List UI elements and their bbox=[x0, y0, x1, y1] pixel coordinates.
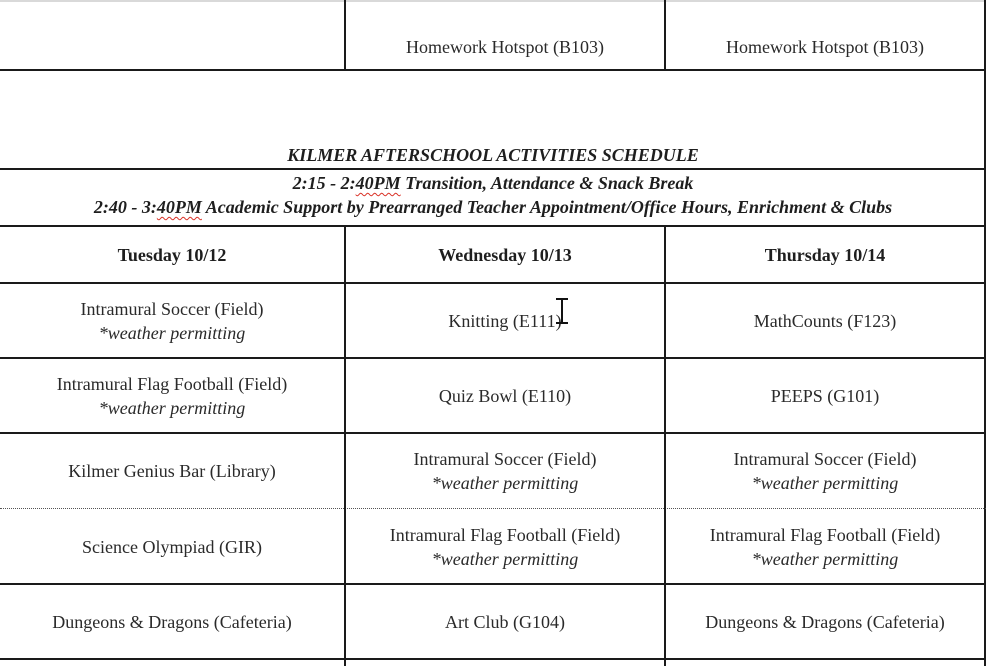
activity-name: Intramural Soccer (Field) bbox=[80, 298, 264, 319]
top-row-cell[interactable] bbox=[346, 24, 664, 70]
schedule-title[interactable]: KILMER AFTERSCHOOL ACTIVITIES SCHEDULE bbox=[287, 145, 699, 165]
activity-name: MathCounts (F123) bbox=[753, 310, 897, 331]
activity-cell[interactable] bbox=[346, 585, 664, 658]
activity-name: Intramural Soccer (Field) bbox=[733, 449, 917, 469]
top-edge-shade bbox=[0, 0, 986, 2]
table-right-border bbox=[984, 0, 986, 666]
activity-name: Knitting (E111) bbox=[448, 310, 562, 331]
activity-name: Art Club (G104) bbox=[445, 611, 565, 632]
activity-note: *weather permitting bbox=[98, 322, 246, 343]
activity-cell[interactable] bbox=[666, 359, 984, 432]
academic-time-end-misspelled: 40PM bbox=[156, 197, 202, 217]
activity-cell[interactable] bbox=[346, 284, 664, 357]
activity-note: *weather permitting bbox=[431, 548, 579, 569]
activity-name: Dungeons & Dragons (Cafeteria) bbox=[52, 611, 292, 632]
activity-cell[interactable] bbox=[666, 510, 984, 583]
activity-note: *weather permitting bbox=[751, 548, 899, 569]
column-header-text: Tuesday 10/12 bbox=[117, 244, 227, 265]
transition-time-end-misspelled: 40PM bbox=[355, 173, 401, 193]
column-header-text: Wednesday 10/13 bbox=[438, 244, 572, 265]
schedule-line-academic[interactable] bbox=[0, 195, 986, 219]
activity-name: Kilmer Genius Bar (Library) bbox=[68, 461, 276, 481]
activity-note: *weather permitting bbox=[751, 473, 899, 493]
top-row-cell-text: Homework Hotspot (B103) bbox=[406, 37, 604, 57]
activity-cell[interactable] bbox=[346, 434, 664, 508]
academic-text: Academic Support by Prearranged Teacher Appointment/Office Hours, Enrichment & Clubs bbox=[201, 197, 893, 217]
title-divider bbox=[0, 168, 986, 170]
column-header-tuesday[interactable] bbox=[0, 227, 344, 282]
activity-name: Intramural Soccer (Field) bbox=[413, 449, 597, 469]
column-header-thursday[interactable] bbox=[666, 227, 984, 282]
page-break-dotted-line bbox=[0, 508, 986, 509]
top-row-cell[interactable] bbox=[0, 24, 344, 70]
activity-note: *weather permitting bbox=[431, 473, 579, 493]
activity-cell[interactable] bbox=[0, 284, 344, 357]
activity-name: Quiz Bowl (E110) bbox=[438, 385, 572, 406]
activity-name: Dungeons & Dragons (Cafeteria) bbox=[705, 611, 945, 632]
top-row-cell[interactable] bbox=[666, 24, 984, 70]
activity-cell[interactable] bbox=[666, 434, 984, 508]
activity-cell[interactable] bbox=[666, 585, 984, 658]
activity-cell[interactable] bbox=[346, 359, 664, 432]
activity-cell[interactable] bbox=[666, 284, 984, 357]
transition-text: Transition, Attendance & Snack Break bbox=[400, 173, 694, 193]
activity-cell[interactable] bbox=[0, 359, 344, 432]
activity-cell[interactable] bbox=[346, 510, 664, 583]
activity-name: Science Olympiad (GIR) bbox=[82, 536, 262, 557]
row-5-border bbox=[0, 658, 986, 660]
activity-name: PEEPS (G101) bbox=[770, 385, 880, 406]
activity-name: Intramural Flag Football (Field) bbox=[56, 373, 288, 394]
i-beam-cursor-icon bbox=[554, 297, 570, 325]
activity-name: Intramural Flag Football (Field) bbox=[709, 524, 941, 545]
top-row-cell-text: Homework Hotspot (B103) bbox=[726, 37, 924, 57]
academic-time-start: 2:40 - 3: bbox=[93, 197, 157, 217]
activity-cell[interactable] bbox=[0, 434, 344, 508]
activity-cell[interactable] bbox=[0, 510, 344, 583]
activity-cell[interactable] bbox=[0, 585, 344, 658]
transition-time-start: 2:15 - 2: bbox=[292, 173, 356, 193]
column-header-wednesday[interactable] bbox=[346, 227, 664, 282]
activity-name: Intramural Flag Football (Field) bbox=[389, 524, 621, 545]
schedule-line-transition[interactable] bbox=[0, 171, 986, 195]
column-header-text: Thursday 10/14 bbox=[764, 244, 886, 265]
activity-note: *weather permitting bbox=[98, 397, 246, 418]
